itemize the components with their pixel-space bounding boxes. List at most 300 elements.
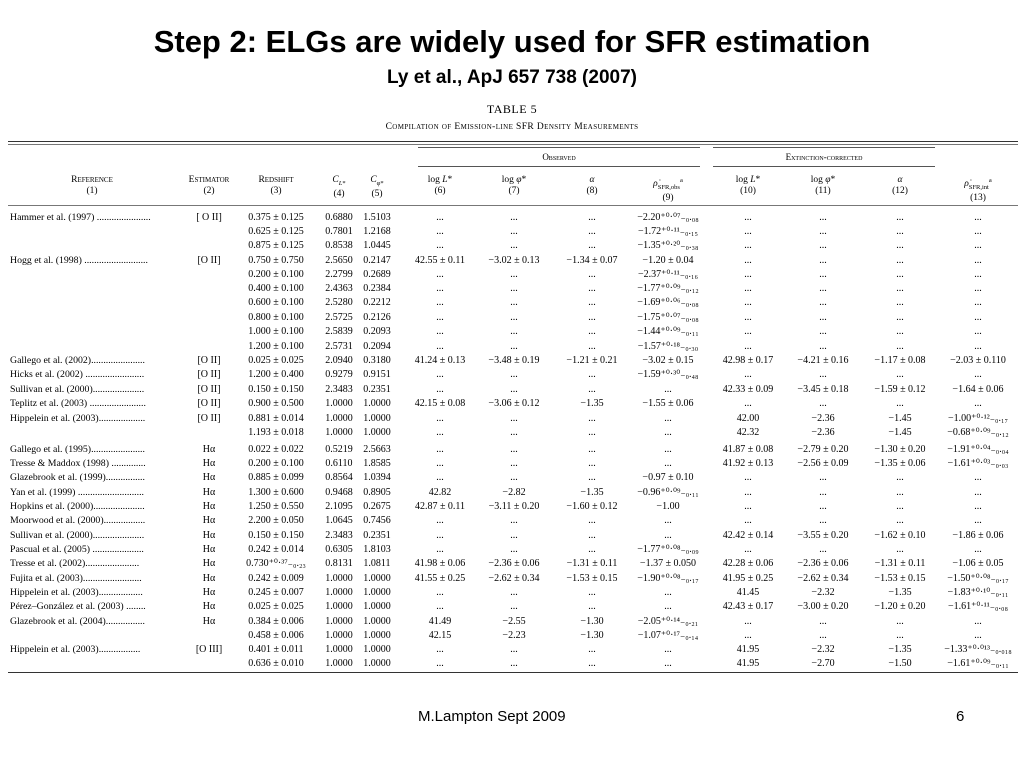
cell-redshift: 0.200 ± 0.100 [248, 458, 304, 469]
cell-rho-sfr-int: −0.68⁺⁰·⁰⁹₋₀.₁₂ [947, 427, 1009, 438]
cell-log-l-obs: ... [436, 427, 444, 438]
cell-reference: Hippelein et al. (2003)................... [10, 413, 146, 424]
cell-rho-sfr-int: ... [974, 283, 982, 294]
cell-alpha-ext: ... [896, 255, 904, 266]
cell-c-l: 0.6880 [325, 212, 353, 223]
cell-reference: Hippelein et al. (2003)................. [10, 644, 141, 655]
cell-log-l-ext: 41.95 [736, 658, 760, 669]
cell-log-phi-ext: ... [819, 544, 827, 555]
cell-rho-sfr-obs: ... [664, 658, 672, 669]
cell-redshift: 0.458 ± 0.006 [248, 630, 304, 641]
cell-log-l-obs: ... [436, 341, 444, 352]
header-logphi-obs: log φ* (7) [501, 175, 527, 196]
header-logl-ext: log L* (10) [735, 175, 761, 196]
cell-log-l-obs: 41.49 [428, 616, 452, 627]
header-logl-obs: log L* (6) [427, 175, 453, 196]
cell-redshift: 0.400 ± 0.100 [248, 283, 304, 294]
cell-rho-sfr-int: ... [974, 255, 982, 266]
cell-c-l: 2.3483 [325, 530, 353, 541]
cell-log-l-obs: 42.82 [428, 487, 452, 498]
cell-rho-sfr-int: ... [974, 369, 982, 380]
cell-log-l-ext: ... [744, 501, 752, 512]
footer-author: M.Lampton Sept 2009 [418, 708, 566, 725]
cell-log-l-ext: 41.45 [736, 587, 760, 598]
cell-redshift: 0.625 ± 0.125 [248, 226, 304, 237]
header-cphi: $C_{\varphi*}$ (5) [370, 175, 384, 199]
cell-alpha-obs: ... [588, 444, 596, 455]
cell-estimator: Hα [202, 587, 216, 598]
cell-log-phi-ext: ... [819, 269, 827, 280]
cell-alpha-obs: −1.21 ± 0.21 [566, 355, 618, 366]
cell-reference: Gallego et al. (1995)...................... [10, 444, 145, 455]
cell-c-l: 1.0000 [325, 573, 353, 584]
cell-redshift: 0.636 ± 0.010 [248, 658, 304, 669]
cell-rho-sfr-obs: ... [664, 413, 672, 424]
cell-redshift: 0.401 ± 0.011 [248, 644, 304, 655]
cell-log-l-ext: 41.95 [736, 644, 760, 655]
cell-rho-sfr-obs: −1.77⁺⁰·⁰⁸₋₀.₀₉ [637, 544, 699, 555]
cell-c-l: 0.7801 [325, 226, 353, 237]
cell-c-phi: 0.2689 [363, 269, 391, 280]
cell-c-l: 0.8538 [325, 240, 353, 251]
cell-c-phi: 1.0811 [363, 558, 391, 569]
cell-rho-sfr-obs: ... [664, 515, 672, 526]
cell-reference: Tresse et al. (2002)...................... [10, 558, 140, 569]
cell-log-l-obs: ... [436, 644, 444, 655]
header-alpha-ext: α (12) [892, 175, 908, 196]
cell-reference: Glazebrook et al. (1999)................ [10, 472, 145, 483]
cell-log-l-obs: ... [436, 515, 444, 526]
cell-log-phi-ext: −2.36 [811, 413, 835, 424]
cell-log-phi-ext: ... [819, 369, 827, 380]
cell-c-phi: 1.0445 [363, 240, 391, 251]
cell-alpha-ext: ... [896, 630, 904, 641]
cell-c-phi: 0.2147 [363, 255, 391, 266]
cell-log-l-obs: ... [436, 458, 444, 469]
cell-log-l-ext: ... [744, 255, 752, 266]
cell-alpha-ext: ... [896, 326, 904, 337]
cell-rho-sfr-obs: −1.00 [656, 501, 680, 512]
cell-alpha-obs: ... [588, 283, 596, 294]
table-bottom-rule [8, 672, 1018, 673]
cell-log-l-obs: ... [436, 269, 444, 280]
cell-log-phi-obs: ... [510, 413, 518, 424]
cell-estimator: Hα [202, 472, 216, 483]
cell-c-l: 1.0000 [325, 658, 353, 669]
cell-alpha-obs: −1.60 ± 0.12 [566, 501, 618, 512]
cell-alpha-obs: ... [588, 269, 596, 280]
cell-alpha-obs: ... [588, 544, 596, 555]
cell-alpha-obs: ... [588, 530, 596, 541]
cell-rho-sfr-obs: −1.72⁺⁰·¹¹₋₀.₁₅ [638, 226, 698, 237]
cell-log-phi-ext: ... [819, 240, 827, 251]
cell-redshift: 1.000 ± 0.100 [248, 326, 304, 337]
cell-alpha-ext: −1.17 ± 0.08 [874, 355, 926, 366]
cell-rho-sfr-int: ... [974, 472, 982, 483]
cell-log-phi-ext: ... [819, 341, 827, 352]
cell-log-phi-obs: ... [510, 341, 518, 352]
cell-log-l-ext: ... [744, 369, 752, 380]
cell-c-l: 1.0000 [325, 427, 353, 438]
cell-log-phi-obs: ... [510, 601, 518, 612]
cell-log-phi-ext: −2.70 [811, 658, 835, 669]
cell-log-phi-obs: −3.06 ± 0.12 [488, 398, 540, 409]
cell-c-l: 2.2799 [325, 269, 353, 280]
header-rho-int: $\rhȯ_{SFR,int}^a$ (13) [964, 177, 992, 204]
cell-log-phi-ext: −4.21 ± 0.16 [797, 355, 849, 366]
cell-log-phi-ext: ... [819, 472, 827, 483]
cell-c-l: 0.6110 [325, 458, 353, 469]
cell-redshift: 1.250 ± 0.550 [248, 501, 304, 512]
cell-log-phi-obs: −2.36 ± 0.06 [488, 558, 540, 569]
cell-redshift: 0.384 ± 0.006 [248, 616, 304, 627]
cell-alpha-ext: −1.35 [888, 587, 912, 598]
cell-c-phi: 0.2351 [363, 384, 391, 395]
cell-redshift: 0.800 ± 0.100 [248, 312, 304, 323]
header-redshift: Redshift (3) [258, 175, 294, 196]
cell-log-phi-obs: ... [510, 226, 518, 237]
cell-reference: Hippelein et al. (2003).................. [10, 587, 143, 598]
cell-c-l: 2.1095 [325, 501, 353, 512]
cell-alpha-ext: ... [896, 398, 904, 409]
cell-log-l-ext: ... [744, 398, 752, 409]
cell-redshift: 1.200 ± 0.100 [248, 341, 304, 352]
cell-log-phi-obs: −3.48 ± 0.19 [488, 355, 540, 366]
cell-rho-sfr-obs: −1.20 ± 0.04 [642, 255, 694, 266]
cell-rho-sfr-int: −1.91⁺⁰·⁰⁴₋₀.₀₄ [947, 444, 1009, 455]
cell-log-l-obs: ... [436, 369, 444, 380]
cell-rho-sfr-int: −1.83⁺⁰·¹⁰₋₀.₁₁ [947, 587, 1009, 598]
slide-subtitle: Ly et al., ApJ 657 738 (2007) [387, 67, 637, 88]
cell-reference: Hogg et al. (1998) .......................... [10, 255, 148, 266]
cell-estimator: [ O II] [196, 212, 222, 223]
cell-alpha-obs: ... [588, 601, 596, 612]
cell-log-l-ext: ... [744, 326, 752, 337]
cell-rho-sfr-int: −1.64 ± 0.06 [952, 384, 1004, 395]
cell-alpha-obs: ... [588, 341, 596, 352]
cell-log-l-ext: ... [744, 212, 752, 223]
cell-rho-sfr-int: ... [974, 616, 982, 627]
cell-log-phi-obs: ... [510, 515, 518, 526]
cell-log-phi-ext: −2.32 [811, 587, 835, 598]
cell-estimator: Hα [202, 616, 216, 627]
cell-redshift: 0.242 ± 0.009 [248, 573, 304, 584]
cell-alpha-ext: ... [896, 283, 904, 294]
cell-rho-sfr-int: −1.86 ± 0.06 [952, 530, 1004, 541]
cell-rho-sfr-int: −2.03 ± 0.110 [950, 355, 1006, 366]
cell-redshift: 0.242 ± 0.014 [248, 544, 304, 555]
cell-log-phi-ext: ... [819, 487, 827, 498]
cell-log-phi-ext: ... [819, 630, 827, 641]
cell-c-phi: 0.2212 [363, 297, 391, 308]
cell-alpha-ext: ... [896, 312, 904, 323]
cell-rho-sfr-obs: ... [664, 587, 672, 598]
cell-alpha-obs: ... [588, 384, 596, 395]
cell-c-l: 1.0000 [325, 644, 353, 655]
cell-log-phi-ext: ... [819, 326, 827, 337]
cell-estimator: [O III] [195, 644, 223, 655]
cell-alpha-ext: ... [896, 240, 904, 251]
cell-c-phi: 1.0000 [363, 630, 391, 641]
cell-alpha-obs: −1.34 ± 0.07 [566, 255, 618, 266]
cell-log-l-ext: ... [744, 544, 752, 555]
cell-reference: Sullivan et al. (2000)..................... [10, 530, 145, 541]
cell-log-l-obs: ... [436, 384, 444, 395]
cell-c-phi: 1.0000 [363, 601, 391, 612]
table-caption: Compilation of Emission-line SFR Density Measurements [385, 122, 639, 132]
cell-alpha-obs: −1.31 ± 0.11 [566, 558, 618, 569]
cell-c-phi: 1.2168 [363, 226, 391, 237]
cell-c-l: 0.5219 [325, 444, 353, 455]
cell-redshift: 1.300 ± 0.600 [248, 487, 304, 498]
cell-c-phi: 1.8585 [363, 458, 391, 469]
cell-log-phi-ext: −2.36 ± 0.06 [797, 558, 849, 569]
cell-alpha-ext: ... [896, 369, 904, 380]
cell-redshift: 0.875 ± 0.125 [248, 240, 304, 251]
cell-rho-sfr-int: ... [974, 501, 982, 512]
cell-redshift: 0.245 ± 0.007 [248, 587, 304, 598]
cell-reference: Teplitz et al. (2003) ....................... [10, 398, 146, 409]
cell-log-phi-ext: ... [819, 255, 827, 266]
cell-alpha-obs: ... [588, 226, 596, 237]
cell-estimator: [O II] [197, 255, 221, 266]
cell-c-l: 1.0000 [325, 587, 353, 598]
cell-rho-sfr-obs: ... [664, 458, 672, 469]
cell-estimator: Hα [202, 487, 216, 498]
cell-alpha-obs: ... [588, 472, 596, 483]
cell-log-l-ext: ... [744, 283, 752, 294]
cell-alpha-ext: ... [896, 212, 904, 223]
cell-rho-sfr-int: ... [974, 544, 982, 555]
cell-log-phi-obs: ... [510, 212, 518, 223]
cell-log-l-obs: ... [436, 444, 444, 455]
cell-c-phi: 0.7456 [363, 515, 391, 526]
cell-rho-sfr-int: ... [974, 398, 982, 409]
cell-log-l-ext: 42.42 ± 0.14 [722, 530, 774, 541]
cell-log-l-obs: 41.55 ± 0.25 [414, 573, 466, 584]
cell-c-phi: 1.0000 [363, 573, 391, 584]
cell-rho-sfr-obs: −1.35⁺⁰·²⁰₋₀.₃₈ [637, 240, 699, 251]
cell-log-phi-ext: ... [819, 297, 827, 308]
cell-alpha-ext: ... [896, 544, 904, 555]
cell-estimator: [O II] [197, 398, 221, 409]
cell-rho-sfr-int: −1.50⁺⁰·⁰⁸₋₀.₁₇ [947, 573, 1009, 584]
cell-c-phi: 0.8905 [363, 487, 391, 498]
cell-alpha-obs: ... [588, 427, 596, 438]
cell-log-phi-ext: ... [819, 283, 827, 294]
cell-c-phi: 0.2126 [363, 312, 391, 323]
cell-alpha-obs: ... [588, 297, 596, 308]
cell-redshift: 0.022 ± 0.022 [248, 444, 304, 455]
cell-estimator: Hα [202, 544, 216, 555]
slide-title: Step 2: ELGs are widely used for SFR estimation [153, 24, 871, 59]
cell-rho-sfr-int: ... [974, 226, 982, 237]
cell-redshift: 1.200 ± 0.400 [248, 369, 304, 380]
cell-reference: Tresse & Maddox (1998) .............. [10, 458, 146, 469]
cell-alpha-ext: −1.45 [888, 413, 912, 424]
cell-log-l-obs: 42.87 ± 0.11 [414, 501, 466, 512]
cell-c-phi: 2.5663 [363, 444, 391, 455]
cell-log-phi-ext: ... [819, 616, 827, 627]
cell-redshift: 0.025 ± 0.025 [248, 355, 304, 366]
cell-log-l-obs: ... [436, 601, 444, 612]
cell-rho-sfr-obs: −1.37 ± 0.050 [639, 558, 697, 569]
cell-log-phi-ext: −2.79 ± 0.20 [797, 444, 849, 455]
cell-rho-sfr-obs: ... [664, 384, 672, 395]
cell-log-l-obs: 42.15 [428, 630, 452, 641]
cell-log-phi-ext: −2.56 ± 0.09 [797, 458, 849, 469]
cell-log-phi-ext: −2.36 [811, 427, 835, 438]
cell-c-phi: 1.0000 [363, 658, 391, 669]
cell-reference: Pérez–González et al. (2003) ........ [10, 601, 146, 612]
cell-redshift: 1.193 ± 0.018 [248, 427, 304, 438]
cell-log-phi-obs: −2.23 [502, 630, 526, 641]
cell-log-phi-ext: ... [819, 312, 827, 323]
cell-rho-sfr-int: −1.61⁺⁰·⁰⁹₋₀.₁₁ [947, 658, 1009, 669]
cell-reference: Sullivan et al. (2000)..................... [10, 384, 145, 395]
cell-rho-sfr-obs: −1.55 ± 0.06 [642, 398, 694, 409]
header-alpha-obs: α (8) [586, 175, 598, 196]
cell-log-phi-obs: ... [510, 283, 518, 294]
cell-log-l-ext: ... [744, 487, 752, 498]
table-number: TABLE 5 [486, 102, 538, 116]
cell-alpha-obs: ... [588, 658, 596, 669]
cell-alpha-obs: ... [588, 369, 596, 380]
cell-alpha-obs: ... [588, 458, 596, 469]
cell-alpha-ext: −1.50 [888, 658, 912, 669]
cell-reference: Moorwood et al. (2000)................. [10, 515, 146, 526]
cell-alpha-ext: −1.35 [888, 644, 912, 655]
cell-log-phi-ext: ... [819, 515, 827, 526]
cell-log-l-obs: 42.15 ± 0.08 [414, 398, 466, 409]
cell-c-phi: 1.0000 [363, 644, 391, 655]
cell-c-l: 0.9279 [325, 369, 353, 380]
cell-log-l-obs: ... [436, 658, 444, 669]
cell-log-l-ext: ... [744, 515, 752, 526]
cell-rho-sfr-int: −1.00⁺⁰·¹²₋₀.₁₇ [948, 413, 1008, 424]
extinction-group-label: Extinction-corrected [785, 152, 863, 162]
cell-reference: Yan et al. (1999) ........................... [10, 487, 144, 498]
header-logphi-ext: log φ* (11) [810, 175, 836, 196]
cell-rho-sfr-obs: −1.90⁺⁰·⁰⁸₋₀.₁₇ [637, 573, 699, 584]
header-estimator: Estimator (2) [188, 175, 230, 196]
cell-c-l: 2.0940 [325, 355, 353, 366]
cell-log-phi-obs: ... [510, 240, 518, 251]
cell-alpha-obs: ... [588, 413, 596, 424]
cell-log-l-ext: ... [744, 312, 752, 323]
cell-redshift: 0.900 ± 0.500 [248, 398, 304, 409]
cell-log-phi-ext: −3.55 ± 0.20 [797, 530, 849, 541]
cell-rho-sfr-obs: −1.07⁺⁰·¹⁷₋₀.₁₄ [637, 630, 699, 641]
cell-rho-sfr-int: ... [974, 240, 982, 251]
cell-log-phi-obs: ... [510, 427, 518, 438]
cell-c-l: 0.9468 [325, 487, 353, 498]
cell-log-phi-obs: ... [510, 530, 518, 541]
cell-rho-sfr-int: −1.06 ± 0.05 [952, 558, 1004, 569]
cell-reference: Hopkins et al. (2000)..................... [10, 501, 145, 512]
observed-group-label: Observed [542, 152, 576, 162]
cell-c-phi: 0.2675 [363, 501, 391, 512]
cell-alpha-obs: ... [588, 587, 596, 598]
cell-c-l: 1.0000 [325, 601, 353, 612]
header-cl: $C_{L*}$ (4) [332, 175, 346, 199]
cell-redshift: 0.375 ± 0.125 [248, 212, 304, 223]
cell-c-phi: 1.8103 [363, 544, 391, 555]
cell-log-l-obs: ... [436, 544, 444, 555]
cell-log-l-ext: 41.95 ± 0.25 [722, 573, 774, 584]
cell-rho-sfr-obs: −1.57⁺⁰·¹⁸₋₀.₃₀ [637, 341, 699, 352]
cell-alpha-obs: −1.35 [580, 487, 604, 498]
cell-rho-sfr-obs: −2.20⁺⁰·⁰⁷₋₀.₀₈ [637, 212, 699, 223]
cell-alpha-ext: −1.53 ± 0.15 [874, 573, 926, 584]
cell-c-l: 1.0000 [325, 413, 353, 424]
header-rho-obs: $\rhȯ_{SFR,obs}^a$ (9) [653, 177, 683, 204]
cell-log-l-obs: ... [436, 226, 444, 237]
cell-alpha-ext: −1.31 ± 0.11 [874, 558, 926, 569]
cell-alpha-ext: ... [896, 515, 904, 526]
cell-log-l-ext: ... [744, 269, 752, 280]
cell-alpha-obs: ... [588, 515, 596, 526]
cell-rho-sfr-obs: ... [664, 427, 672, 438]
cell-alpha-ext: −1.59 ± 0.12 [874, 384, 926, 395]
cell-log-l-ext: ... [744, 297, 752, 308]
cell-alpha-obs: ... [588, 326, 596, 337]
cell-alpha-obs: −1.35 [580, 398, 604, 409]
cell-log-phi-obs: ... [510, 269, 518, 280]
cell-c-l: 0.6305 [325, 544, 353, 555]
cell-c-l: 0.8131 [325, 558, 353, 569]
cell-redshift: 0.881 ± 0.014 [248, 413, 304, 424]
cell-log-l-ext: ... [744, 240, 752, 251]
cell-log-phi-obs: ... [510, 644, 518, 655]
cell-alpha-ext: ... [896, 226, 904, 237]
cell-redshift: 0.600 ± 0.100 [248, 297, 304, 308]
cell-log-phi-ext: ... [819, 226, 827, 237]
cell-redshift: 0.730⁺⁰·³⁷₋₀.₂₃ [246, 558, 306, 569]
cell-c-phi: 0.3180 [363, 355, 391, 366]
cell-rho-sfr-obs: ... [664, 644, 672, 655]
cell-c-phi: 1.0394 [363, 472, 391, 483]
cell-rho-sfr-obs: ... [664, 444, 672, 455]
cell-estimator: Hα [202, 530, 216, 541]
cell-alpha-ext: −1.20 ± 0.20 [874, 601, 926, 612]
cell-rho-sfr-int: −1.61⁺⁰·⁰³₋₀.₀₃ [947, 458, 1009, 469]
cell-alpha-obs: ... [588, 240, 596, 251]
cell-log-phi-ext: −3.00 ± 0.20 [797, 601, 849, 612]
cell-c-l: 2.5731 [325, 341, 353, 352]
cell-log-l-obs: ... [436, 283, 444, 294]
cell-estimator: Hα [202, 558, 216, 569]
cell-log-l-obs: ... [436, 312, 444, 323]
cell-c-phi: 0.2094 [363, 341, 391, 352]
cell-c-phi: 0.9151 [363, 369, 391, 380]
cell-c-phi: 0.2384 [363, 283, 391, 294]
cell-rho-sfr-obs: ... [664, 601, 672, 612]
cell-estimator: [O II] [197, 355, 221, 366]
cell-c-l: 2.5650 [325, 255, 353, 266]
cell-reference: Pascual et al. (2005) ..................... [10, 544, 144, 555]
cell-log-l-ext: ... [744, 341, 752, 352]
cell-estimator: Hα [202, 573, 216, 584]
cell-log-phi-ext: −2.62 ± 0.34 [797, 573, 849, 584]
cell-reference: Hammer et al. (1997) ...................... [10, 212, 151, 223]
cell-rho-sfr-obs: −2.05⁺⁰·¹⁴₋₀.₂₁ [637, 616, 699, 627]
cell-log-phi-obs: ... [510, 326, 518, 337]
cell-estimator: Hα [202, 515, 216, 526]
cell-reference: Hicks et al. (2002) ........................ [10, 369, 145, 380]
cell-alpha-obs: ... [588, 644, 596, 655]
cell-log-phi-obs: ... [510, 544, 518, 555]
